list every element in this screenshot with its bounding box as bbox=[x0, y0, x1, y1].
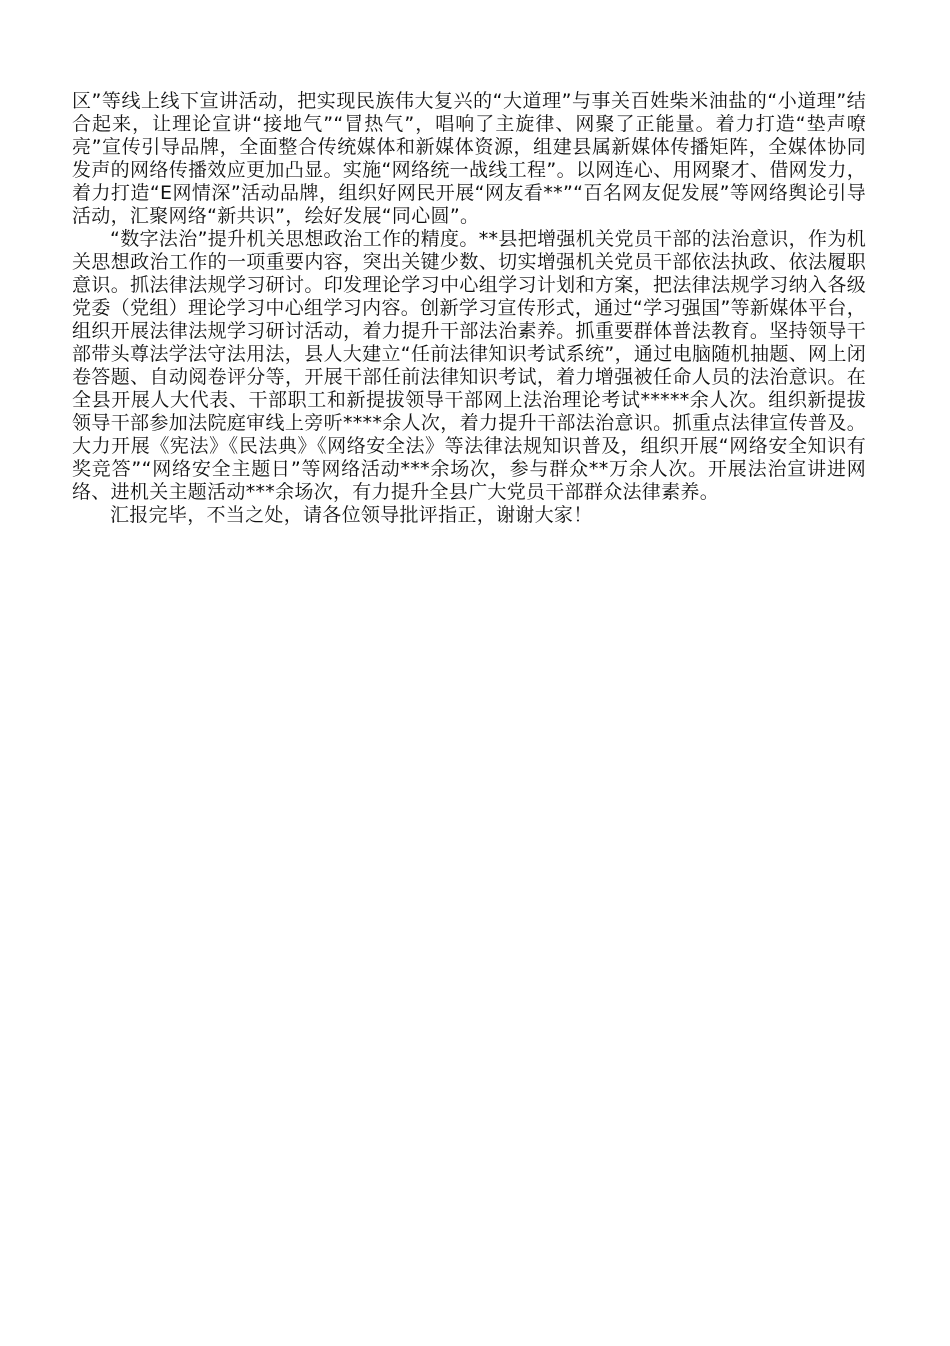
paragraph-3: 汇报完毕，不当之处，请各位领导批评指正，谢谢大家！ bbox=[110, 504, 593, 526]
document-page bbox=[72, 90, 866, 527]
paragraph-2: “数字法治”提升机关思想政治工作的精度。**县把增强机关党员干部的法治意识，作为机关思想政治工作的一项重要内容，突出关键少数、切实增强机关党员干部依法执政、依法履职意识。抓法律法规学习研讨。印发理论学习中心组学习计划和方案，把法律法规学习纳入各级党委（党组）理论学习中心组学习内容。创新学习宣传形式，通过“学习强国”等新媒体平台，组织开展法律法规学习研讨活动，着力提升干部法治素养。抓重要群体普法教育。坚持领导干部带头尊法学法守法用法，县人大建立“任前法律知识考试系统”，通过电脑随机抽题、网上闭卷答题、自动阅卷评分等，开展干部任前法律知识考试，着力增强被任命人员的法治意识。在全县开展人大代表、干部职工和新提拔领导干部网上法治理论考试*****余人次。组织新提拔领导干部参加法院庭审线上旁听****余人次，着力提升干部法治意识。抓重点法律宣传普及。大力开展《宪法》《民法典》《网络安全法》等法律法规知识普及，组织开展“网络安全知识有奖竞答”“网络安全主题日”等网络活动***余场次，参与群众**万余人次。开展法治宣讲进网络、进机关主题活动***余场次，有力提升全县广大党员干部群众法律素养。 bbox=[72, 228, 866, 503]
paragraph-1: 区”等线上线下宣讲活动，把实现民族伟大复兴的“大道理”与事关百姓柴米油盐的“小道理”结合起来，让理论宣讲“接地气”“冒热气”，唱响了主旋律、网聚了正能量。着力打造“垫声嘹亮”宣传引导品牌，全面整合传统媒体和新媒体资源，组建县属新媒体传播矩阵，全媒体协同发声的网络传播效应更加凸显。实施“网络统一战线工程”。以网连心、用网聚才、借网发力，着力打造“E网情深”活动品牌，组织好网民开展“网友看**”“百名网友促发展”等网络舆论引导活动，汇聚网络“新共识”，绘好发展“同心圆”。 bbox=[72, 90, 866, 227]
